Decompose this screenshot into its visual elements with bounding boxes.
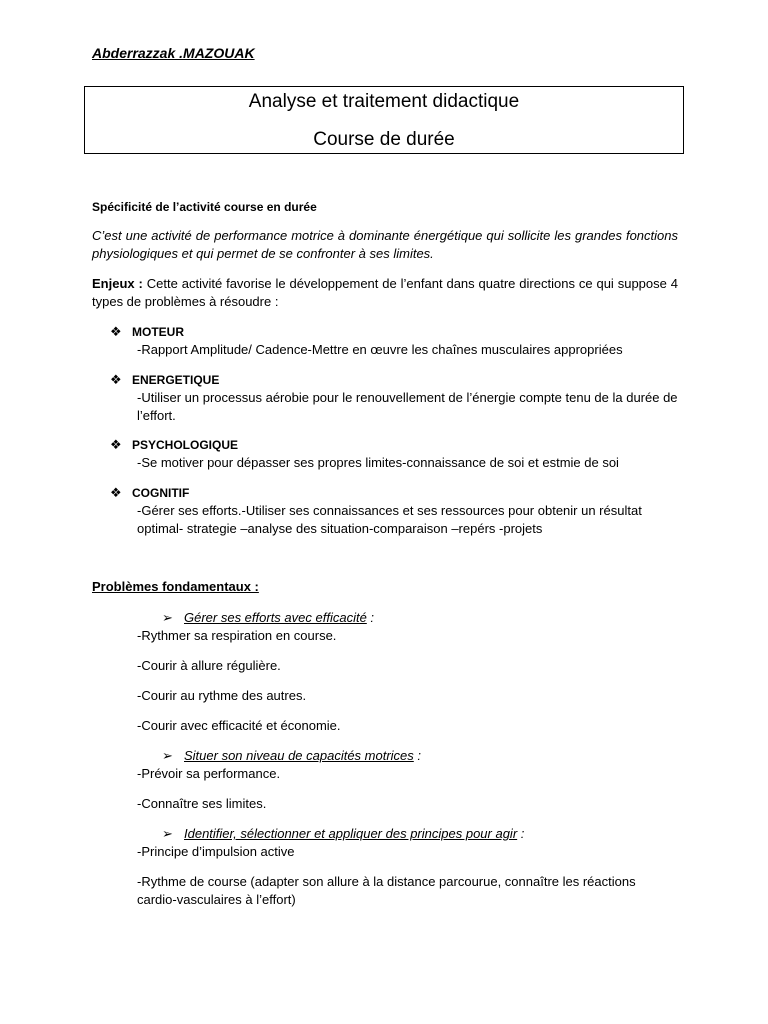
diamond-bullet-icon: ❖	[110, 372, 122, 387]
direction-title: PSYCHOLOGIQUE	[132, 438, 239, 452]
list-item: -Courir à allure régulière.	[137, 658, 281, 673]
direction-title: ENERGETIQUE	[132, 373, 220, 387]
problem-group-title: Gérer ses efforts avec efficacité	[184, 610, 367, 625]
list-item: -Courir au rythme des autres.	[137, 688, 307, 703]
direction-title: MOTEUR	[132, 325, 184, 339]
list-item: -Courir avec efficacité et économie.	[137, 718, 341, 733]
list-item: -Rythmer sa respiration en course.	[137, 628, 337, 643]
list-item: -Connaître ses limites.	[137, 796, 267, 811]
diamond-bullet-icon: ❖	[110, 485, 122, 500]
direction-cognitif-heading	[110, 484, 189, 502]
problem-group-1-heading	[162, 609, 374, 627]
title-line-2: Course de durée	[313, 129, 455, 150]
direction-moteur-heading	[110, 323, 184, 341]
problem-group-2-heading	[162, 747, 421, 765]
direction-psychologique-text: -Se motiver pour dépasser ses propres limites-connaissance de soi et estmie de soi	[137, 455, 619, 470]
problem-group-suffix: :	[366, 610, 375, 625]
enjeux-label: Enjeux :	[92, 276, 143, 291]
list-item: -Principe d’impulsion active	[137, 844, 295, 859]
list-item: -Rythme de course (adapter son allure à la distance parcourue, connaître les réactions cardio-vasculaires à l’effort)	[137, 874, 636, 907]
direction-cognitif-text: -Gérer ses efforts.-Utiliser ses connaissances et ses ressources pour obtenir un résultat optimal- strategie –analyse des situation-comparaison –repérs -projets	[137, 503, 642, 536]
direction-psychologique-heading	[110, 436, 238, 454]
title-line-1: Analyse et traitement didactique	[248, 91, 520, 112]
direction-energetique-heading	[110, 371, 219, 389]
diamond-bullet-icon: ❖	[110, 437, 122, 452]
diamond-bullet-icon: ❖	[110, 324, 122, 339]
problem-group-suffix: :	[413, 748, 422, 763]
list-item: -Prévoir sa performance.	[137, 766, 281, 781]
problem-group-suffix: :	[517, 826, 525, 841]
author-name: Abderrazzak .MAZOUAK	[92, 45, 255, 61]
enjeux-text: Cette activité favorise le développement de l’enfant dans quatre directions ce qui suppose 4 types de problèmes à résoudre :	[92, 276, 678, 309]
title-box	[84, 86, 684, 154]
problems-heading: Problèmes fondamentaux :	[92, 579, 259, 594]
specificity-text: C’est une activité de performance motrice à dominante énergétique qui sollicite les grandes fonctions physiologiques et qui permet de se confronter à ses limites.	[92, 228, 678, 261]
direction-energetique-text: -Utiliser un processus aérobie pour le renouvellement de l’énergie compte tenu de la durée de l’effort.	[137, 390, 678, 423]
arrow-bullet-icon: ➢	[162, 610, 173, 625]
problem-group-title: Situer son niveau de capacités motrices	[184, 748, 414, 763]
problem-group-title: Identifier, sélectionner et appliquer des principes pour agir	[184, 826, 518, 841]
arrow-bullet-icon: ➢	[162, 748, 173, 763]
problem-group-3-heading	[162, 825, 524, 843]
arrow-bullet-icon: ➢	[162, 826, 173, 841]
direction-moteur-text: -Rapport Amplitude/ Cadence-Mettre en œuvre les chaînes musculaires appropriées	[137, 342, 623, 357]
direction-title: COGNITIF	[132, 486, 190, 500]
enjeux-paragraph	[92, 275, 678, 311]
specificity-heading: Spécificité de l’activité course en durée	[92, 200, 317, 214]
